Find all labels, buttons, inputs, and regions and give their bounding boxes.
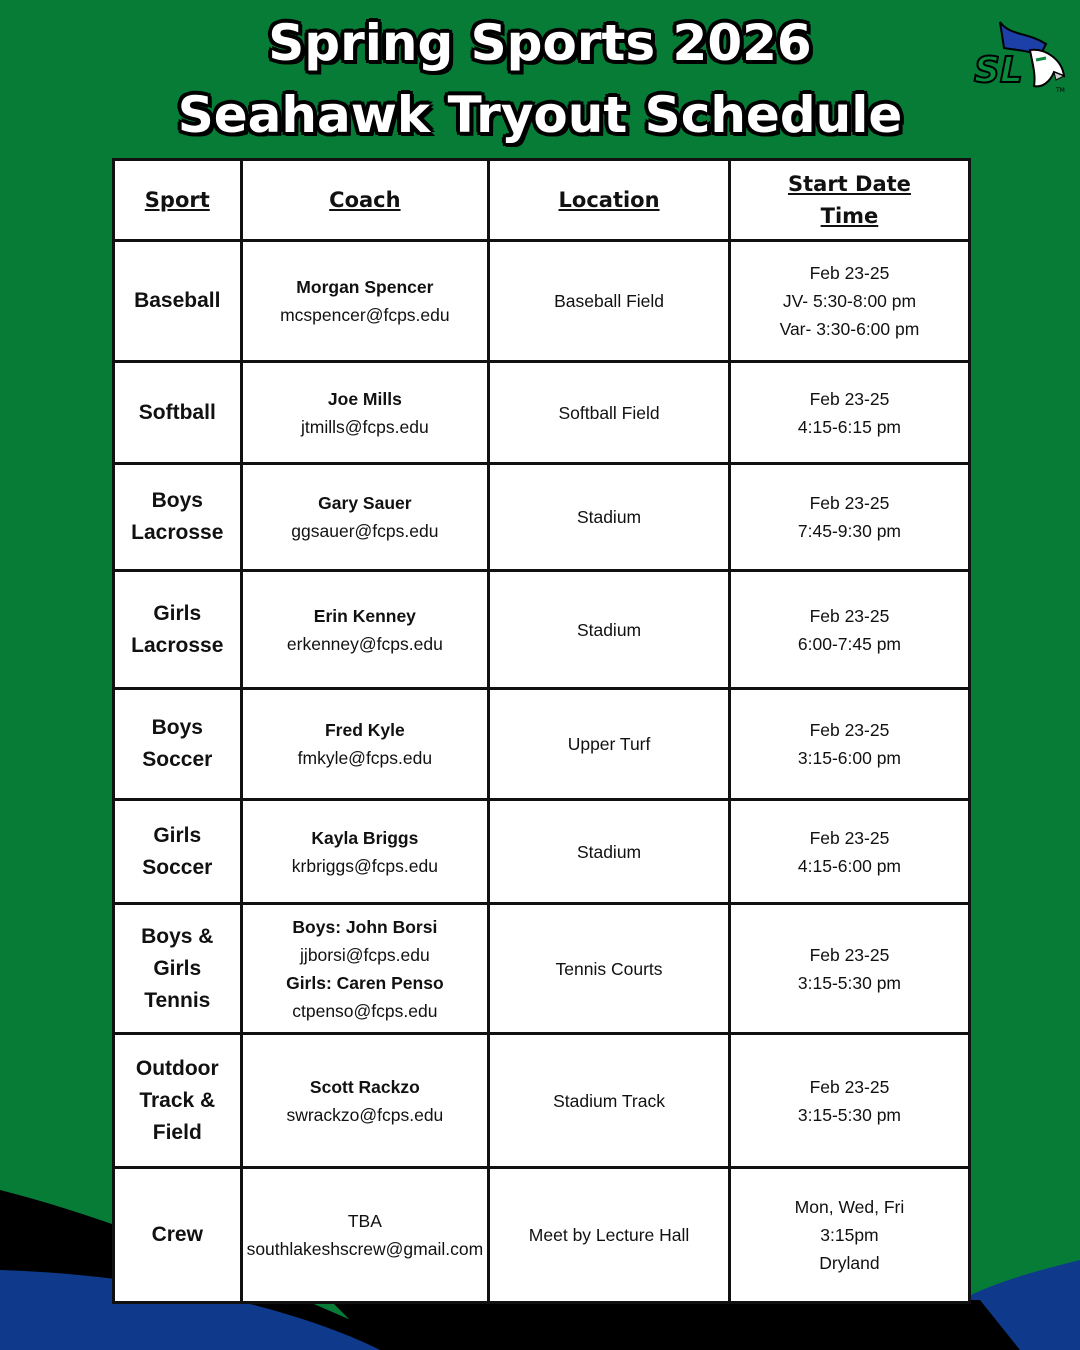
coach-email-link[interactable]: swrackzo@fcps.edu [286, 1104, 444, 1125]
coach-cell [241, 464, 489, 571]
location-cell [489, 571, 730, 689]
table-row [114, 1034, 970, 1168]
coach-name: Boys: John Borsi [292, 916, 438, 937]
time-line: 4:15-6:15 pm [797, 416, 902, 437]
start-date-time-cell [729, 904, 969, 1034]
time-line: 3:15-6:00 pm [797, 748, 902, 768]
coach-cell [241, 241, 489, 362]
coach-name: Gary Sauer [318, 493, 412, 513]
sport-name: Girls [153, 823, 202, 847]
coach-text: TBA [347, 1211, 382, 1231]
time-line: 3:15pm [820, 1225, 879, 1245]
sport-name: Crew [151, 1223, 203, 1246]
sport-cell [114, 904, 242, 1034]
start-date-time-cell [729, 362, 969, 464]
seahawk-sl-logo-icon [970, 14, 1066, 94]
table-row [114, 800, 970, 904]
time-line: Var- 3:30-6:00 pm [779, 319, 920, 339]
coach-cell [241, 800, 489, 904]
coach-email-link[interactable]: jtmills@fcps.edu [301, 416, 429, 437]
location-cell [489, 904, 730, 1034]
sport-name: Baseball [134, 289, 221, 312]
sport-name: Girls Tennis [144, 956, 211, 1012]
coach-email-link[interactable]: jjborsi@fcps.edu [300, 944, 430, 965]
sport-name: Boys [151, 489, 203, 512]
coach-cell [241, 689, 489, 800]
time-line: Feb 23-25 [809, 1076, 890, 1097]
sport-name: Girls [153, 601, 202, 625]
start-date-time-cell [729, 571, 969, 689]
coach-name: Kayla Briggs [311, 827, 419, 848]
sport-cell [114, 362, 242, 464]
location-text: Baseball Field [554, 291, 664, 311]
start-date-time-cell [729, 800, 969, 904]
sport-name: Boys [151, 716, 203, 739]
header-coach: Coach [241, 160, 489, 241]
coach-name: Erin Kenney [313, 605, 416, 626]
sport-name: Soccer [142, 855, 213, 879]
table-row [114, 362, 970, 464]
location-text: Meet by Lecture Hall [528, 1225, 690, 1245]
location-text: Stadium [576, 841, 642, 862]
location-text: Stadium Track [553, 1090, 665, 1111]
coach-email-link[interactable]: southlakeshscrew@gmail.com [246, 1239, 484, 1259]
time-line: Feb 23-25 [809, 493, 890, 513]
sport-name: Lacrosse [131, 521, 224, 544]
tryout-schedule-table [112, 158, 971, 1304]
table-row [114, 241, 970, 362]
sport-name: Lacrosse [131, 633, 224, 657]
location-text: Stadium [576, 619, 642, 640]
start-date-time-cell [729, 689, 969, 800]
sport-cell [114, 571, 242, 689]
coach-cell [241, 1034, 489, 1168]
coach-name: Girls: Caren Penso [286, 972, 444, 993]
coach-name: Scott Rackzo [309, 1076, 420, 1097]
location-cell [489, 1034, 730, 1168]
table-row [114, 904, 970, 1034]
sport-name: Outdoor [135, 1056, 219, 1080]
coach-email-link[interactable]: ggsauer@fcps.edu [291, 521, 439, 541]
location-text: Upper Turf [567, 734, 651, 754]
location-text: Stadium [576, 507, 642, 527]
coach-email-link[interactable]: erkenney@fcps.edu [286, 633, 443, 654]
location-cell [489, 1168, 730, 1303]
time-line: Feb 23-25 [809, 944, 890, 965]
location-text: Softball Field [558, 402, 660, 423]
header-start-date-time [729, 160, 969, 241]
coach-email-link[interactable]: mcspencer@fcps.edu [280, 305, 450, 325]
time-line: Feb 23-25 [809, 827, 890, 848]
table-row [114, 1168, 970, 1303]
sport-cell [114, 1168, 242, 1303]
time-line: 3:15-5:30 pm [797, 1104, 902, 1125]
header-location: Location [489, 160, 730, 241]
sport-cell [114, 689, 242, 800]
title-line-1: Spring Sports 2026 [268, 14, 812, 72]
coach-cell [241, 362, 489, 464]
header-sport: Sport [114, 160, 242, 241]
location-cell [489, 800, 730, 904]
time-line: 4:15-6:00 pm [797, 855, 902, 876]
coach-cell [241, 1168, 489, 1303]
location-text: Tennis Courts [555, 958, 663, 979]
sport-name: Track & [139, 1088, 216, 1112]
sport-cell [114, 1034, 242, 1168]
start-date-time-cell [729, 241, 969, 362]
time-line: 7:45-9:30 pm [797, 521, 902, 541]
time-line: JV- 5:30-8:00 pm [782, 291, 917, 311]
coach-email-link[interactable]: ctpenso@fcps.edu [292, 1000, 438, 1021]
location-cell [489, 362, 730, 464]
sport-name: Softball [138, 400, 216, 424]
coach-email-link[interactable]: krbriggs@fcps.edu [291, 855, 438, 876]
sport-cell [114, 464, 242, 571]
table-header-row [114, 160, 970, 241]
header-time: Time [820, 204, 879, 228]
table-row [114, 571, 970, 689]
svg-text:SL: SL [974, 50, 1023, 91]
sport-name: Soccer [142, 748, 213, 771]
time-line: Feb 23-25 [809, 263, 890, 283]
table-row [114, 689, 970, 800]
start-date-time-cell [729, 464, 969, 571]
coach-name: Fred Kyle [324, 720, 405, 740]
coach-name: Morgan Spencer [296, 277, 434, 297]
table-row [114, 464, 970, 571]
coach-name: Joe Mills [327, 388, 402, 409]
location-cell [489, 689, 730, 800]
time-line: Feb 23-25 [809, 388, 890, 409]
time-line: 3:15-5:30 pm [797, 972, 902, 993]
time-line: Mon, Wed, Fri [794, 1197, 905, 1217]
header-start-date: Start Date [787, 172, 911, 196]
coach-cell [241, 904, 489, 1034]
time-line: Feb 23-25 [809, 605, 890, 626]
svg-text:TM: TM [1056, 87, 1065, 94]
sport-cell [114, 800, 242, 904]
start-date-time-cell [729, 1168, 969, 1303]
sport-cell [114, 241, 242, 362]
location-cell [489, 241, 730, 362]
location-cell [489, 464, 730, 571]
sport-name: Boys & [141, 924, 214, 948]
coach-email-link[interactable]: fmkyle@fcps.edu [297, 748, 433, 768]
start-date-time-cell [729, 1034, 969, 1168]
sport-name: Field [152, 1120, 202, 1144]
time-line: Dryland [819, 1253, 880, 1273]
title-line-2: Seahawk Tryout Schedule [177, 86, 903, 144]
time-line: Feb 23-25 [809, 720, 890, 740]
time-line: 6:00-7:45 pm [797, 633, 902, 654]
coach-cell [241, 571, 489, 689]
